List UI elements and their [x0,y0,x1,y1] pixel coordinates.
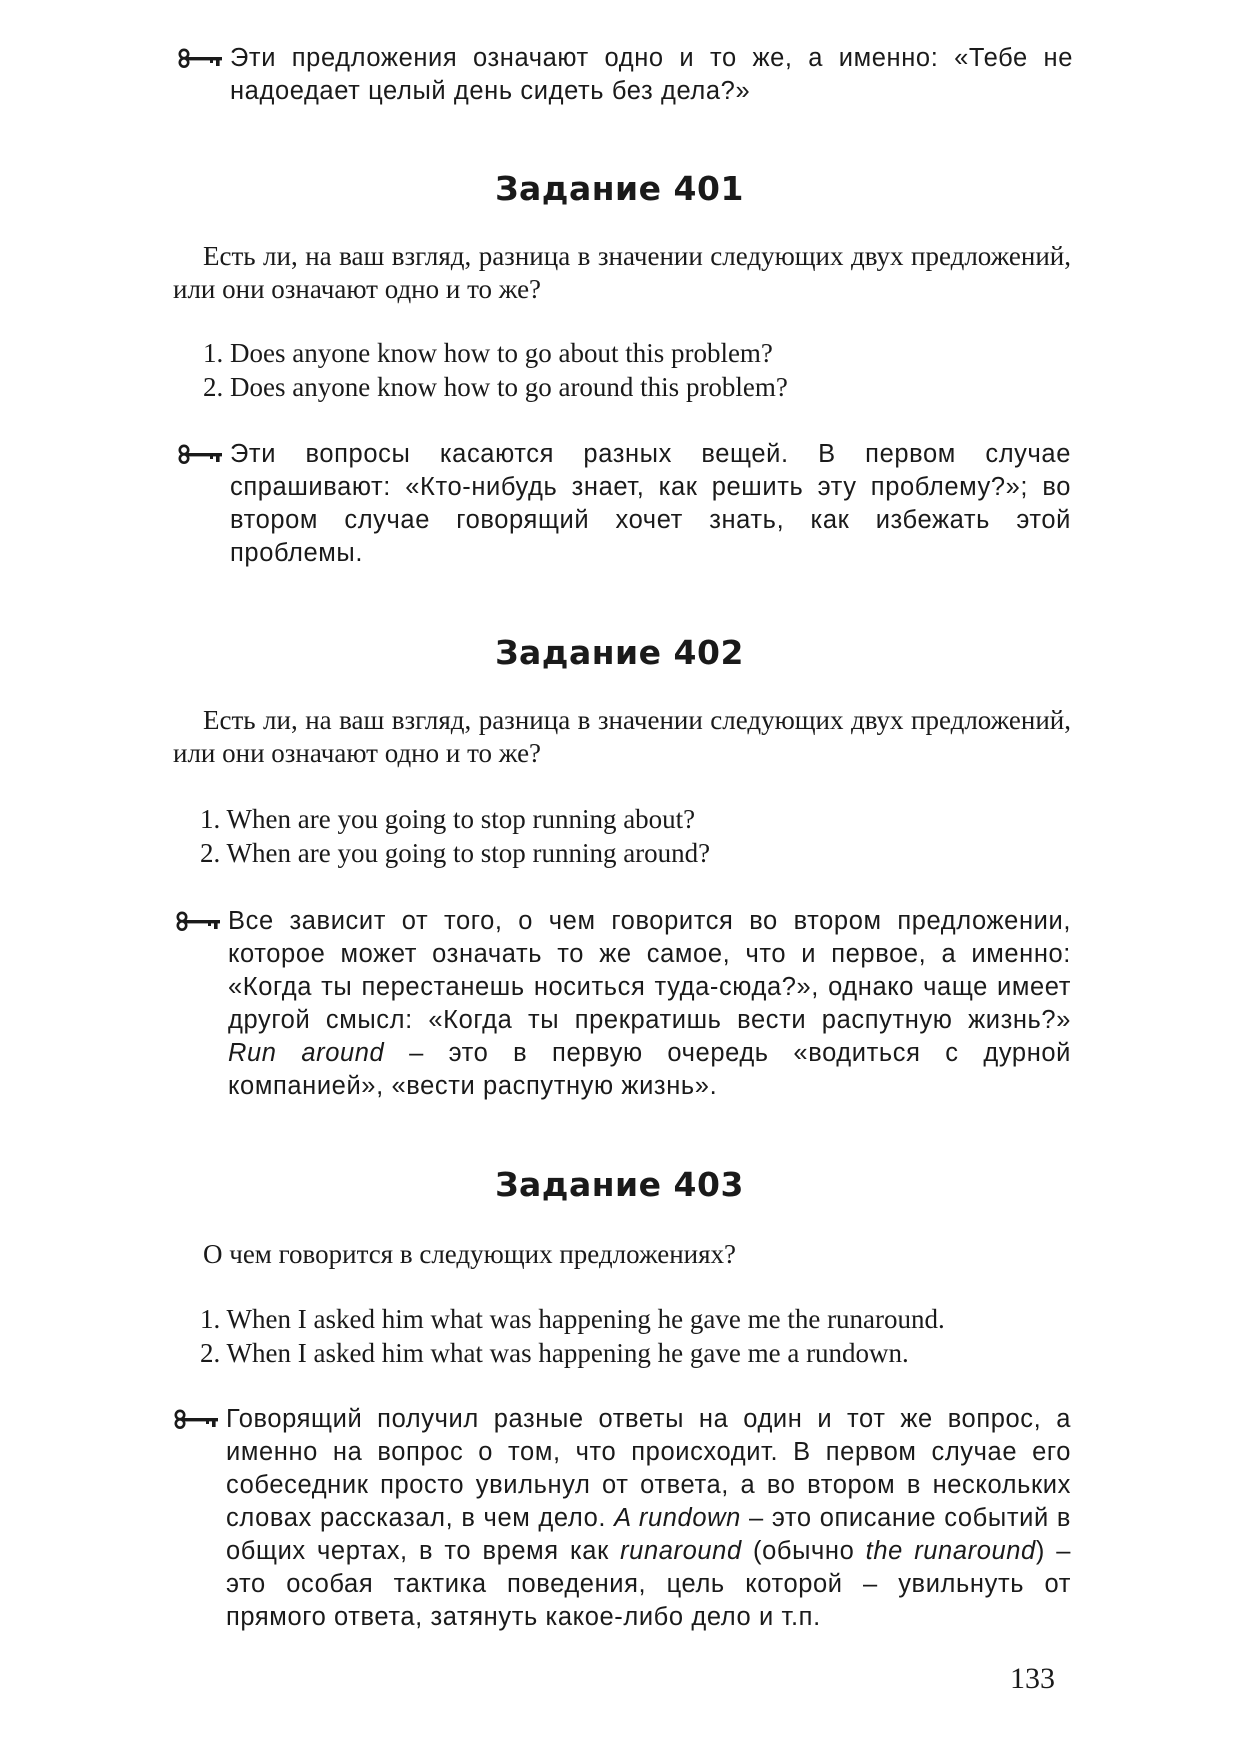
list-item: 1. When are you going to stop running about? [200,804,696,834]
answer-term: Run around [228,1039,385,1067]
task-401-question: Есть ли, на ваш взгляд, разница в значении следующих двух предложений, или они означают одно и то же? [173,241,1071,304]
answer-part: (обычно [741,1537,866,1565]
answer-part: – это описание событий в общих чертах, в то время как [226,1504,1072,1565]
task-401-answer-text: Эти вопросы касаются разных вещей. В первом случае спрашивают: «Кто-нибудь знает, как решить эту проблему?»; во втором случае говорящий хочет знать, как избежать этой проблемы. [230,440,1071,567]
answer-term: A rundown [614,1504,741,1532]
task-403-items [200,1302,945,1370]
key-icon [176,905,228,938]
answer-part: ) – это особая тактика поведения, цель которой – увильнуть от прямого ответа, затянуть какое-либо дело и т.п. [226,1537,1072,1631]
list-item: 2. When I asked him what was happening he gave me a rundown. [200,1338,909,1368]
task-403-answer-text [226,1403,1071,1634]
answer-term: runaround [620,1537,742,1565]
list-item: 2. Does anyone know how to go around this problem? [203,372,788,402]
top-answer [178,42,1073,108]
list-item: 1. When I asked him what was happening he gave me the runaround. [200,1304,945,1334]
answer-part: Все зависит от того, о чем говорится во втором предложении, которое может означать то же самое, что и первое, а именно: «Когда ты перестанешь носиться туда-сюда?», однако чаще имеет другой смысл: «Когда ты прекратишь вести распутную жизнь?» [228,907,1071,1034]
answer-part: – это в первую очередь «водиться с дурной компанией», «вести распутную жизнь». [228,1039,1072,1100]
top-answer-text: Эти предложения означают одно и то же, а именно: «Тебе не надоедает целый день сидеть без дела?» [230,44,1073,105]
list-item: 1. Does anyone know how to go about this problem? [203,338,773,368]
task-402-answer-text [228,905,1071,1103]
answer-part: Говорящий получил разные ответы на один и тот же вопрос, а именно на вопрос о том, что происходит. В первом случае его собеседник просто увильнул от ответа, а во втором в нескольких словах рассказал, в чем дело. [226,1405,1071,1532]
key-icon [178,438,230,471]
task-402-title: Задание 402 [495,633,744,672]
answer-term: the runaround [865,1537,1036,1565]
task-403-title: Задание 403 [495,1165,744,1204]
task-402-answer [176,905,1071,1103]
page-number: 133 [1010,1662,1055,1695]
task-401-title: Задание 401 [495,169,744,208]
list-item: 2. When are you going to stop running around? [200,838,711,868]
task-402-items [200,802,710,870]
task-401-items [203,336,788,404]
task-401-answer [178,438,1071,570]
key-icon [178,42,230,75]
task-403-answer [174,1403,1071,1634]
key-icon [174,1403,226,1436]
task-402-question: Есть ли, на ваш взгляд, разница в значении следующих двух предложений, или они означают одно и то же? [173,705,1071,768]
task-403-question: О чем говорится в следующих предложениях? [203,1239,737,1269]
